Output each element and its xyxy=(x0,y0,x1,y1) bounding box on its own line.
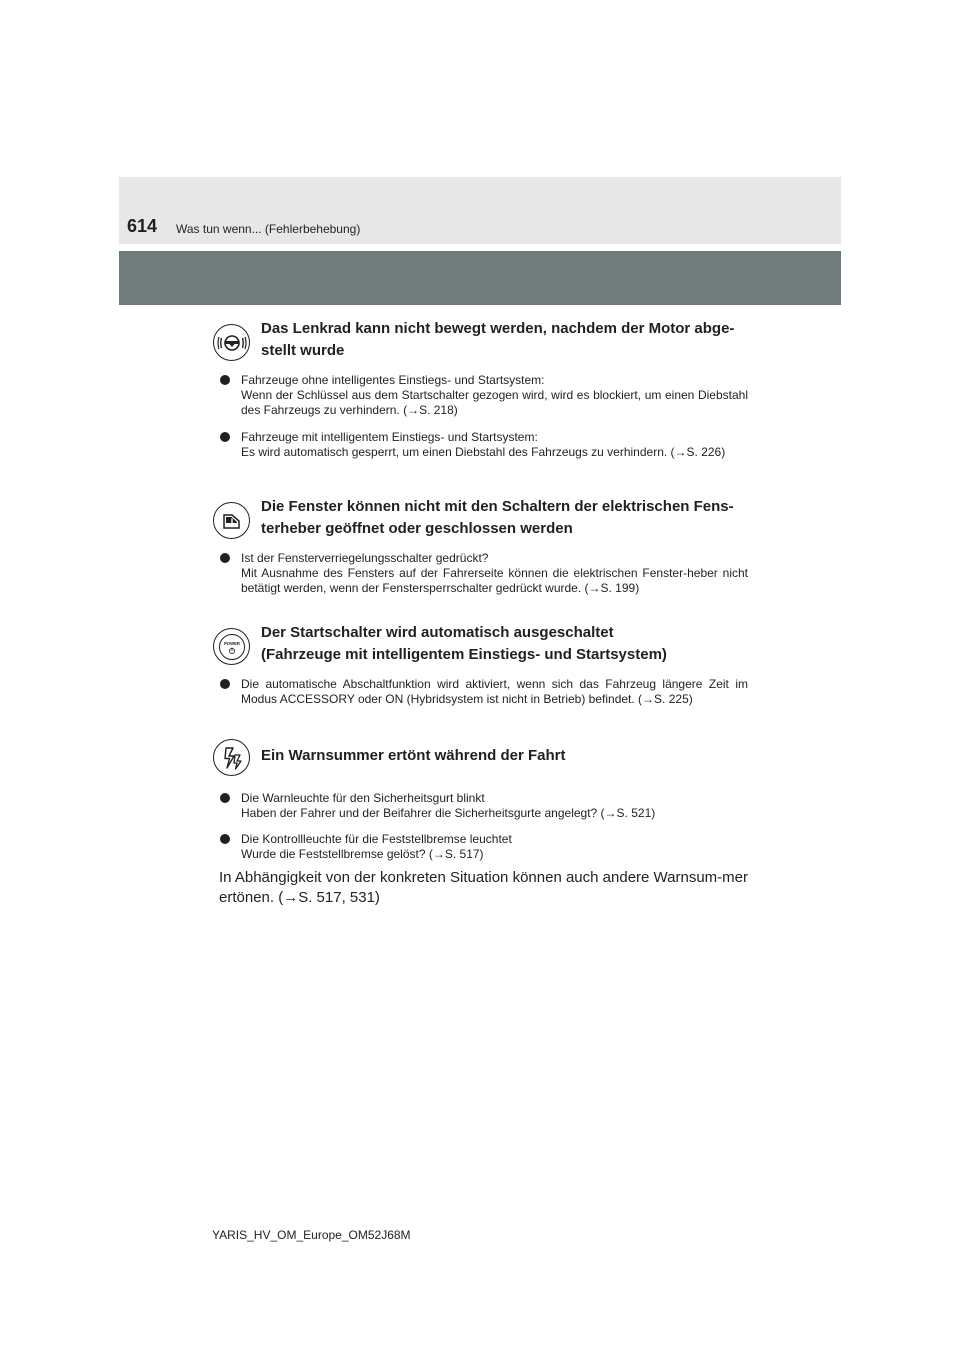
section-title-line: Die Fenster können nicht mit den Schaltern der elektrischen Fens- xyxy=(261,498,734,515)
footer-doc-code: YARIS_HV_OM_Europe_OM52J68M xyxy=(212,1228,411,1242)
section-heading xyxy=(212,318,748,362)
bullet-text: Es wird automatisch gesperrt, um einen Diebstahl des Fahrzeugs zu verhindern. (→S. 226) xyxy=(241,445,726,459)
warning-buzzer-icon xyxy=(213,739,250,776)
section-power-window xyxy=(212,496,748,622)
bullet-heading: Fahrzeuge mit intelligentem Einstiegs- und Startsystem: xyxy=(241,430,538,444)
section-title-line: stellt wurde xyxy=(261,342,345,359)
section-title-line: terheber geöffnet oder geschlossen werden xyxy=(261,520,573,537)
section-title-line: Der Startschalter wird automatisch ausgeschaltet xyxy=(261,624,614,641)
bullet-list xyxy=(219,677,748,707)
header-band-dark xyxy=(119,251,841,305)
chapter-title: Was tun wenn... (Fehlerbehebung) xyxy=(176,222,361,236)
list-item xyxy=(219,430,748,460)
section-title-line: Das Lenkrad kann nicht bewegt werden, nachdem der Motor abge- xyxy=(261,320,735,337)
bullet-list xyxy=(219,791,748,862)
steering-wheel-lock-icon xyxy=(213,324,250,361)
bullet-heading: Ist der Fensterverriegelungsschalter gedrückt? xyxy=(241,551,489,565)
list-item xyxy=(219,832,748,862)
power-label: POWER xyxy=(223,640,240,646)
bullet-list xyxy=(219,373,748,460)
list-item xyxy=(219,373,748,418)
bullet-text: Wurde die Feststellbremse gelöst? (→S. 517) xyxy=(241,847,484,861)
section-title xyxy=(261,733,566,767)
bullet-text: Die automatische Abschaltfunktion wird aktiviert, wenn sich das Fahrzeug längere Zeit im Modus ACCESSORY oder ON (Hybridsystem ist nicht in Betrieb) befindet. (→S. 225) xyxy=(241,677,748,706)
section-heading xyxy=(212,496,748,540)
section-heading xyxy=(212,733,748,777)
page-number: 614 xyxy=(127,216,158,236)
section-steering-lock xyxy=(212,318,748,496)
closing-note: In Abhängigkeit von der konkreten Situation können auch andere Warnsum-mer ertönen. (→S. 517, 531) xyxy=(219,869,748,906)
page-content xyxy=(212,318,748,908)
section-warning-buzzer xyxy=(212,733,748,908)
section-power-switch xyxy=(212,622,748,733)
bullet-heading: Die Warnleuchte für den Sicherheitsgurt blinkt xyxy=(241,791,485,805)
list-item xyxy=(219,791,748,821)
section-title xyxy=(261,496,734,540)
bullet-list xyxy=(219,551,748,596)
section-heading xyxy=(212,622,748,666)
list-item xyxy=(219,551,748,596)
bullet-text: Haben der Fahrer und der Beifahrer die Sicherheitsgurte angelegt? (→S. 521) xyxy=(241,806,656,820)
power-switch-icon xyxy=(213,628,250,665)
bullet-heading: Die Kontrollleuchte für die Feststellbremse leuchtet xyxy=(241,832,512,846)
section-title xyxy=(261,622,667,666)
bullet-text: Mit Ausnahme des Fensters auf der Fahrerseite können die elektrischen Fenster-heber nicht betätigt werden, wenn der Fenstersperrschalter gedrückt wurde. (→S. 199) xyxy=(241,566,748,595)
section-title xyxy=(261,318,734,362)
section-title-line: Ein Warnsummer ertönt während der Fahrt xyxy=(261,747,566,764)
bullet-heading: Fahrzeuge ohne intelligentes Einstiegs- und Startsystem: xyxy=(241,373,545,387)
list-item xyxy=(219,677,748,707)
power-window-icon xyxy=(213,502,250,539)
section-title-line: (Fahrzeuge mit intelligentem Einstiegs- und Startsystem) xyxy=(261,646,667,663)
bullet-text: Wenn der Schlüssel aus dem Startschalter gezogen wird, wird es blockiert, um einen Diebstahl des Fahrzeugs zu verhindern. (→S. 218) xyxy=(241,388,748,417)
